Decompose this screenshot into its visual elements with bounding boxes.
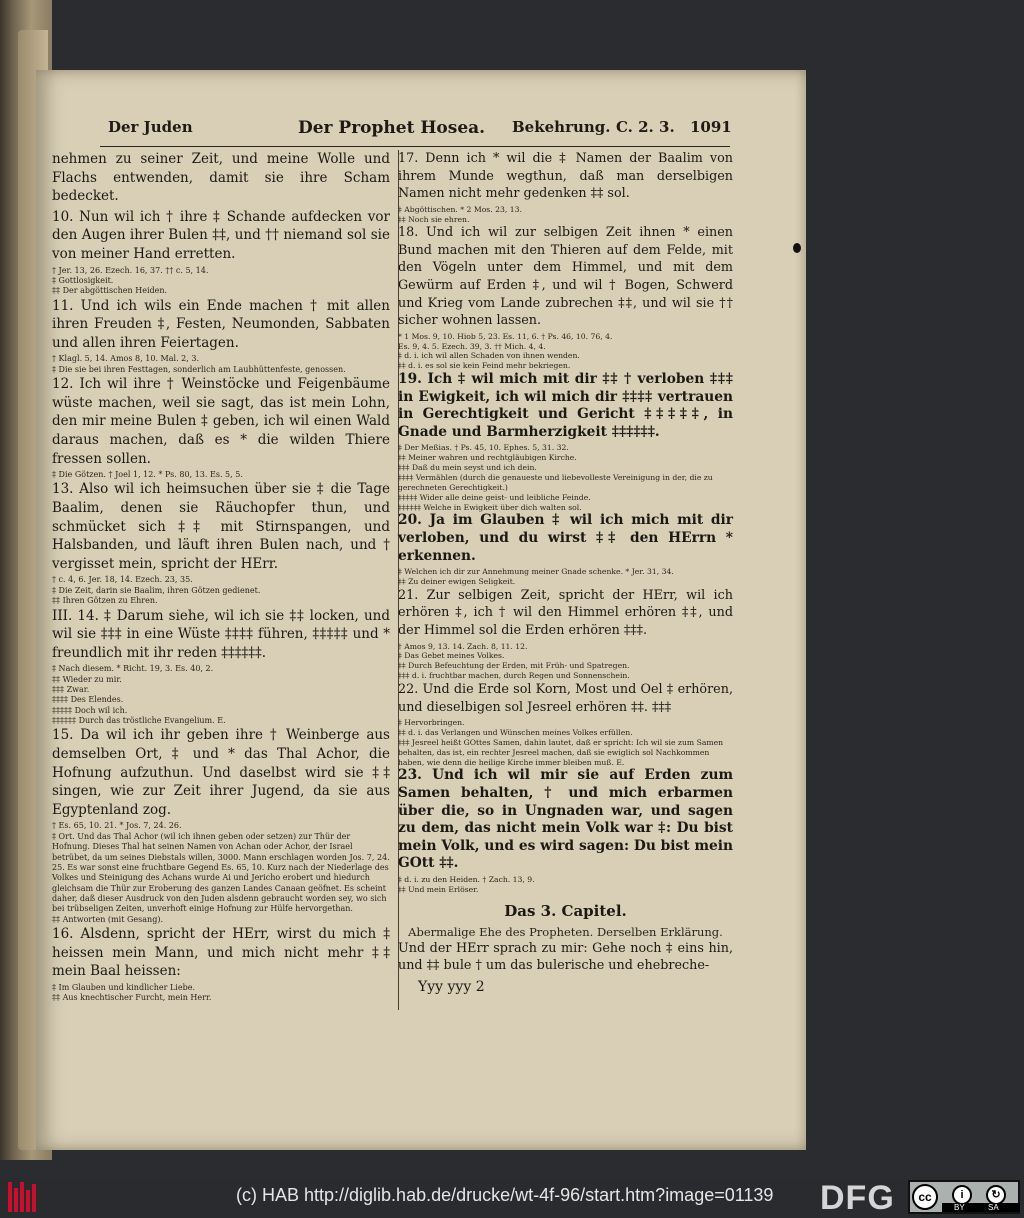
cc-license-badge[interactable] bbox=[908, 1180, 1020, 1214]
verse-paragraph: 21. Zur selbigen Zeit, spricht der HErr, wil ich erhören ‡, ich † wil den Himmel erhören ‡‡, und der Himmel sol die Erden erhören ‡‡‡. bbox=[398, 587, 733, 638]
footnote: ‡‡ Noch sie ehren. bbox=[398, 214, 470, 224]
footnote: Es. 9, 4. 5. Ezech. 39, 3. †† Mich. 4, 4. bbox=[398, 341, 546, 351]
footnote: ‡‡ d. i. das Verlangen und Wünschen meines Volkes erfüllen. bbox=[398, 727, 633, 737]
footnote: ‡‡‡‡ Des Elendes. bbox=[52, 695, 124, 705]
header-title: Der Prophet Hosea. bbox=[298, 118, 486, 138]
footnote: ‡‡ Meiner wahren und rechtgläubigen Kirche. bbox=[398, 453, 577, 463]
page-hole bbox=[793, 243, 801, 253]
footnote: ‡‡ Antworten (mit Gesang). bbox=[52, 914, 163, 924]
footnote: ‡‡‡ Jesreel heißt GOttes Samen, dahin lautet, daß er spricht: Ich wil sie zum Samen behalten, das ist, ein rechter Jesreel machen, daß sie ewiglich sol Nachkommen haben, wie denn die heilige Kirche immer bleiben muß. E. bbox=[398, 737, 724, 767]
footnote: † Jer. 13, 26. Ezech. 16, 37. †† c. 5, 14. bbox=[52, 265, 209, 275]
footnote: ‡ Abgöttischen. * 2 Mos. 23, 13. bbox=[398, 204, 522, 214]
footnote: ‡‡‡‡‡‡ Durch das tröstliche Evangelium. E. bbox=[52, 716, 226, 726]
footnote: * 1 Mos. 9, 10. Hiob 5, 23. Es. 11, 6. † Ps. 46, 10. 76, 4. bbox=[398, 331, 613, 341]
verse-paragraph: 18. Und ich wil zur selbigen Zeit ihnen * einen Bund machen mit den Thieren auf dem Felde, mit den Vögeln unter dem Himmel, und mit dem Gewürm auf Erden ‡, und wil † Bogen, Schwerd und Krieg vom Lande zubrechen ‡‡, und wil sie †† sicher wohnen lassen. bbox=[398, 225, 733, 329]
footnote: ‡ Die Zeit, darin sie Baalim, ihren Götzen gedienet. bbox=[52, 585, 261, 595]
cc-icon: cc bbox=[912, 1184, 938, 1210]
footnote: † Es. 65, 10. 21. * Jos. 7, 24. 26. bbox=[52, 821, 182, 831]
chapter-summary: Abermalige Ehe des Propheten. Derselben Erklärung. bbox=[408, 924, 723, 939]
left-column bbox=[52, 150, 390, 1004]
verse-paragraph: Und der HErr sprach zu mir: Gehe noch ‡ eins hin, und ‡‡ bule † um das bulerische und ehebreche- bbox=[398, 940, 733, 974]
verse-paragraph: 20. Ja im Glauben ‡ wil ich mich mit dir verloben, und du wirst ‡‡ den HErrn * erkennen. bbox=[398, 512, 733, 564]
footnote: ‡‡ d. i. es sol sie kein Feind mehr bekriegen. bbox=[398, 361, 571, 371]
verse-paragraph: 15. Da wil ich ihr geben ihre † Weinberge aus demselben Ort, ‡ und * das Thal Achor, die Hofnung aufzuthun. Und daselbst wird sie ‡‡ singen, wie zur Zeit ihrer Jugend, da sie aus Egyptenland zog. bbox=[52, 727, 390, 818]
header-chapter: C. 2. 3. bbox=[616, 118, 675, 136]
footnote: † c. 4, 6. Jer. 18, 14. Ezech. 23, 35. bbox=[52, 575, 193, 585]
footnote: † Klagl. 5, 14. Amos 8, 10. Mal. 2, 3. bbox=[52, 354, 200, 364]
footnote: ‡‡ Der abgöttischen Heiden. bbox=[52, 286, 168, 296]
copyright-link[interactable]: (c) HAB http://diglib.hab.de/drucke/wt-4f-96/start.htm?image=01139 bbox=[236, 1185, 774, 1205]
footnote: ‡ d. i. zu den Heiden. † Zach. 13, 9. bbox=[398, 874, 535, 884]
sa-icon: ↻ bbox=[986, 1185, 1006, 1205]
footnote: ‡ Im Glauben und kindlicher Liebe. bbox=[52, 982, 196, 992]
footnote: ‡ Das Gebet meines Volkes. bbox=[398, 651, 505, 661]
verse-paragraph: 11. Und ich wils ein Ende machen † mit allen ihren Freuden ‡, Festen, Neumonden, Sabbaten und allen ihren Feiertagen. bbox=[52, 297, 390, 351]
header-rule bbox=[100, 146, 730, 147]
footnote: ‡‡‡‡‡ Wider alle deine geist- und leibliche Feinde. bbox=[398, 492, 591, 502]
footnote: ‡ Ort. Und das Thal Achor (wil ich ihnen geben oder setzen) zur Thür der Hofnung. Dieses Thal hat seinen Namen von Achan oder Achor, der Israel betrübet, da um seines Diebstals willen, 3000. Mann erschlagen worden Jos. 7, 24. 25. Es war sonst eine fruchtbare Gegend Es. 65, 10. Kurz nach der Niederlage des Volkes und Steinigung des Achans wurde Ai und Jericho erobert und hiedurch gleichsam die Thür zur Eroberung des ganzen Landes Canaan geöfnet. Es scheint daher, daß dieser Ausdruck von den Juden alsdenn gebraucht worden sey, wo sich bei trübseligen Zeiten, unverhoft einige Hofnung zur Hülfe hervorgethan. bbox=[52, 831, 390, 914]
header-right-title: Bekehrung. bbox=[512, 118, 611, 136]
license-by: BY bbox=[954, 1203, 965, 1212]
footnote: † Amos 9, 13. 14. Zach. 8, 11. 12. bbox=[398, 641, 528, 651]
hab-logo-icon bbox=[8, 1180, 36, 1212]
verse-paragraph: 23. Und ich wil mir sie auf Erden zum Samen behalten, † und mich erbarmen über die, so in Ungnaden war, und sagen zu dem, das nicht mein Volk war ‡: Du bist mein Volk, und es wird sagen: Du bist mein GOtt ‡‡. bbox=[398, 767, 733, 872]
footnote: ‡ Der Meßias. † Ps. 45, 10. Ephes. 5, 31. 32. bbox=[398, 443, 569, 453]
footnote: ‡‡‡‡ Vermählen (durch die genaueste und liebevolleste Vereinigung in der, die zu gerechneten Gerechtigkeit.) bbox=[398, 472, 713, 492]
header-left: Der Juden bbox=[108, 118, 193, 136]
footnote: ‡ Die sie bei ihren Festtagen, sonderlich am Laubhüttenfeste, genossen. bbox=[52, 364, 346, 374]
verse-paragraph: III. 14. ‡ Darum siehe, wil ich sie ‡‡ locken, und wil sie ‡‡‡ in eine Wüste ‡‡‡‡ führen, ‡‡‡‡‡ und * freundlich mit ihr reden ‡‡‡‡‡‡. bbox=[52, 607, 390, 661]
by-icon: i bbox=[952, 1185, 972, 1205]
chapter-heading: Das 3. Capitel. bbox=[504, 901, 627, 920]
footnote: ‡ Nach diesem. * Richt. 19, 3. Es. 40, 2. bbox=[52, 664, 214, 674]
license-label bbox=[942, 1203, 1020, 1212]
verse-paragraph: 16. Alsdenn, spricht der HErr, wirst du mich ‡ heissen mein Mann, und mich nicht mehr ‡‡ mein Baal heissen: bbox=[52, 926, 390, 980]
license-sa: SA bbox=[988, 1203, 999, 1212]
page-number: 1091 bbox=[690, 118, 732, 136]
verse-paragraph: 13. Also wil ich heimsuchen über sie ‡ die Tage Baalim, denen sie Räuchopfer thun, und schmücket sich ‡‡ mit Stirnspangen, und Halsbanden, und läuft ihren Bulen nach, und † vergisset mein, spricht der HErr. bbox=[52, 481, 390, 572]
verse-paragraph: nehmen zu seiner Zeit, und meine Wolle und Flachs entwenden, damit sie ihre Scham bedecket. bbox=[52, 151, 390, 205]
footnote: ‡‡ Aus knechtischer Furcht, mein Herr. bbox=[52, 993, 212, 1003]
footnote: ‡‡‡ Daß du mein seyst und ich dein. bbox=[398, 463, 537, 473]
footnote: ‡ Gottlosigkeit. bbox=[52, 275, 114, 285]
footnote: ‡‡ Und mein Erlöser. bbox=[398, 884, 479, 894]
verse-paragraph: 22. Und die Erde sol Korn, Most und Oel ‡ erhören, und dieselbigen sol Jesreel erhören ‡‡. ‡‡‡ bbox=[398, 682, 733, 715]
footnote: ‡ d. i. ich wil allen Schaden von ihnen wenden. bbox=[398, 351, 580, 361]
verse-paragraph: 17. Denn ich * wil die ‡ Namen der Baalim von ihrem Munde wegthun, daß man derselbigen Namen nicht mehr gedenken ‡‡ sol. bbox=[398, 151, 733, 202]
footnote: ‡‡ Zu deiner ewigen Seligkeit. bbox=[398, 577, 516, 586]
footnote: ‡‡‡ d. i. fruchtbar machen, durch Regen und Sonnenschein. bbox=[398, 671, 630, 681]
footnote: ‡‡ Durch Befeuchtung der Erden, mit Früh- und Spatregen. bbox=[398, 661, 630, 671]
verse-paragraph: 10. Nun wil ich † ihre ‡ Schande aufdecken vor den Augen ihrer Bulen ‡‡, und †† niemand sol sie von meiner Hand erretten. bbox=[52, 208, 390, 262]
footnote: ‡ Welchen ich dir zur Annehmung meiner Gnade schenke. * Jer. 31, 34. bbox=[398, 567, 674, 577]
footnote: ‡‡ Ihren Götzen zu Ehren. bbox=[52, 596, 158, 606]
verse-paragraph: 12. Ich wil ihre † Weinstöcke und Feigenbäume wüste machen, weil sie sagt, das ist mein Lohn, den mir meine Bulen ‡ geben, ich wil einen Wald daraus machen, daß es * die wilden Thiere fressen sollen. bbox=[52, 376, 390, 467]
footnote: ‡ Die Götzen. † Joel 1, 12. * Ps. 80, 13. Es. 5, 5. bbox=[52, 470, 243, 480]
footnote: ‡‡‡ Zwar. bbox=[52, 685, 90, 695]
footnote: ‡ Hervorbringen. bbox=[398, 718, 465, 728]
footnote: ‡‡‡‡‡‡ Welche in Ewigkeit über dich walten sol. bbox=[398, 502, 582, 512]
verse-paragraph: 19. Ich ‡ wil mich mit dir ‡‡ † verloben ‡‡‡ in Ewigkeit, ich wil mich dir ‡‡‡‡ vertrauen in Gerechtigkeit und Gericht ‡‡‡‡‡, in Gnade und Barmherzigkeit ‡‡‡‡‡‡. bbox=[398, 371, 733, 440]
footnote: ‡‡‡‡‡ Doch wil ich. bbox=[52, 705, 128, 715]
footnote: ‡‡ Wieder zu mir. bbox=[52, 674, 122, 684]
signature-mark: Yyy yyy 2 bbox=[418, 978, 485, 995]
dfg-logo: DFG bbox=[820, 1179, 895, 1217]
viewer-footer bbox=[0, 1178, 1024, 1218]
right-column bbox=[398, 150, 733, 997]
running-header bbox=[108, 118, 738, 142]
